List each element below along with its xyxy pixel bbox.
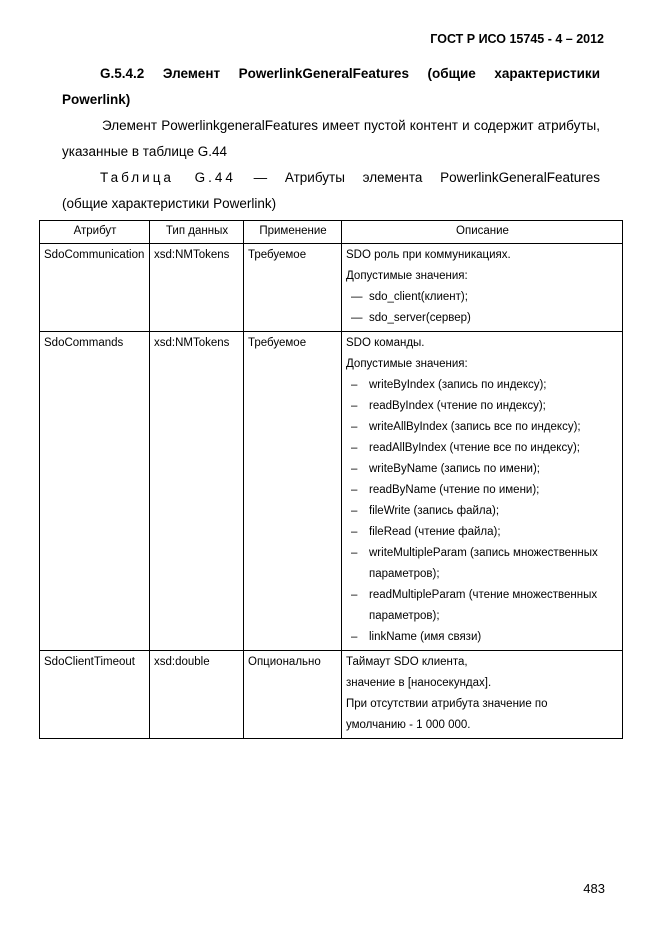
attributes-table	[39, 220, 623, 739]
table-header-row	[40, 221, 623, 244]
list-dash: –	[351, 547, 358, 559]
page-number: 483	[583, 881, 605, 896]
list-dash: –	[351, 379, 358, 391]
description-line: – fileRead (чтение файла);	[346, 522, 619, 543]
usage-cell: Требуемое	[244, 332, 342, 651]
table-caption-dash: —	[253, 170, 268, 185]
description-line: SDO команды.	[346, 337, 425, 349]
attribute-cell: SdoCommands	[40, 332, 150, 651]
description-line: – writeByIndex (запись по индексу);	[346, 375, 619, 396]
description-cell	[342, 332, 623, 651]
table-header-cell: Описание	[342, 221, 623, 244]
intro-paragraph: Элемент PowerlinkgeneralFeatures имеет пустой контент и содержит атрибуты, указанные в таблице G.44	[62, 118, 600, 159]
table-caption	[62, 165, 600, 217]
description-line: – writeAllByIndex (запись все по индексу);	[346, 417, 619, 438]
description-line: – linkName (имя связи)	[346, 627, 619, 648]
description-line: – readByIndex (чтение по индексу);	[346, 396, 619, 417]
description-line: значение в [наносекундах].	[346, 677, 492, 689]
attribute-cell: SdoClientTimeout	[40, 651, 150, 739]
description-line: — sdo_server(сервер)	[346, 308, 619, 329]
type-cell: xsd:NMTokens	[150, 244, 244, 332]
list-dash: —	[351, 312, 363, 324]
document-header: ГОСТ Р ИСО 15745 - 4 – 2012	[430, 32, 604, 46]
description-line: – readAllByIndex (чтение все по индексу);	[346, 438, 619, 459]
description-line: Допустимые значения:	[346, 358, 468, 370]
table-caption-line1	[62, 165, 600, 191]
table-caption-label: Таблица G.44	[100, 170, 236, 185]
table-row	[40, 651, 623, 739]
usage-cell: Требуемое	[244, 244, 342, 332]
content-area	[62, 61, 600, 217]
description-cell	[342, 651, 623, 739]
list-dash: –	[351, 421, 358, 433]
table-row	[40, 244, 623, 332]
table-row	[40, 332, 623, 651]
description-line: При отсутствии атрибута значение по	[346, 698, 548, 710]
usage-cell: Опционально	[244, 651, 342, 739]
attribute-cell: SdoCommunication	[40, 244, 150, 332]
description-line: Допустимые значения:	[346, 270, 468, 282]
description-line: – readMultipleParam (чтение множественных параметров);	[346, 585, 619, 627]
table-caption-line2: (общие характеристики Powerlink)	[62, 196, 277, 211]
description-line: – writeMultipleParam (запись множественных параметров);	[346, 543, 619, 585]
description-line: Таймаут SDO клиента,	[346, 656, 468, 668]
description-line: умолчанию - 1 000 000.	[346, 719, 471, 731]
description-line: – readByName (чтение по имени);	[346, 480, 619, 501]
list-dash: –	[351, 526, 358, 538]
table-caption-text: Атрибуты элемента PowerlinkGeneralFeatures	[284, 170, 600, 185]
type-cell: xsd:NMTokens	[150, 332, 244, 651]
type-cell: xsd:double	[150, 651, 244, 739]
table-header-cell: Тип данных	[150, 221, 244, 244]
list-dash: –	[351, 589, 358, 601]
list-dash: –	[351, 400, 358, 412]
list-dash: –	[351, 505, 358, 517]
list-dash: –	[351, 484, 358, 496]
section-heading: G.5.4.2 Элемент PowerlinkGeneralFeatures (общие характеристики Powerlink)	[62, 66, 600, 107]
description-cell	[342, 244, 623, 332]
list-dash: –	[351, 463, 358, 475]
description-line: – fileWrite (запись файла);	[346, 501, 619, 522]
list-dash: —	[351, 291, 363, 303]
table-header-cell: Применение	[244, 221, 342, 244]
list-dash: –	[351, 631, 358, 643]
description-line: — sdo_client(клиент);	[346, 287, 619, 308]
list-dash: –	[351, 442, 358, 454]
description-line: SDO роль при коммуникациях.	[346, 249, 511, 261]
description-line: – writeByName (запись по имени);	[346, 459, 619, 480]
table-header-cell: Атрибут	[40, 221, 150, 244]
table-body	[40, 244, 623, 739]
